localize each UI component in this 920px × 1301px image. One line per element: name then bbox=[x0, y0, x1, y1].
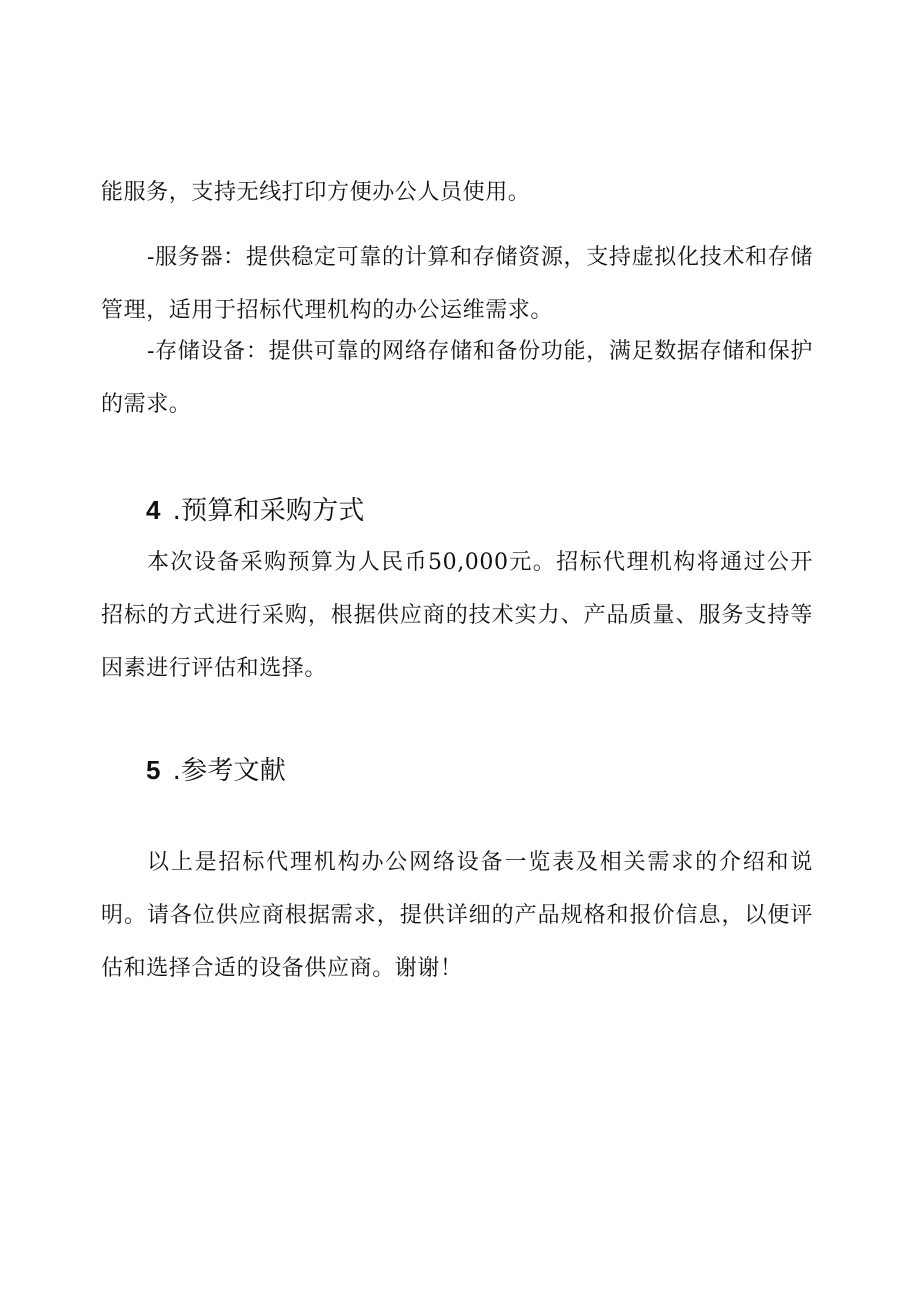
section-5-body: 以上是招标代理机构办公网络设备一览表及相关需求的介绍和说明。请各位供应商根据需求，提供详细的产品规格和报价信息，以便评估和选择合适的设备供应商。谢谢！ bbox=[101, 850, 813, 981]
paragraph-server: -服务器：提供稳定可靠的计算和存储资源，支持虚拟化技术和存储管理，适用于招标代理机构的办公运维需求。 bbox=[101, 245, 813, 323]
section-4-body: 本次设备采购预算为人民币50,000元。招标代理机构将通过公开招标的方式进行采购，根据供应商的技术实力、产品质量、服务支持等因素进行评估和选择。 bbox=[101, 550, 813, 681]
section-5-heading bbox=[146, 754, 286, 787]
section-5-title: .参考文献 bbox=[172, 756, 286, 786]
section-5-number: 5 bbox=[146, 755, 161, 785]
paragraph-printer-continuation: 能服务，支持无线打印方便办公人员使用。 bbox=[101, 180, 531, 205]
section-4-title: .预算和采购方式 bbox=[172, 496, 365, 526]
section-4-number: 4 bbox=[146, 495, 161, 525]
paragraph-storage: -存储设备：提供可靠的网络存储和备份功能，满足数据存储和保护的需求。 bbox=[101, 339, 813, 417]
section-4-heading bbox=[146, 494, 365, 527]
